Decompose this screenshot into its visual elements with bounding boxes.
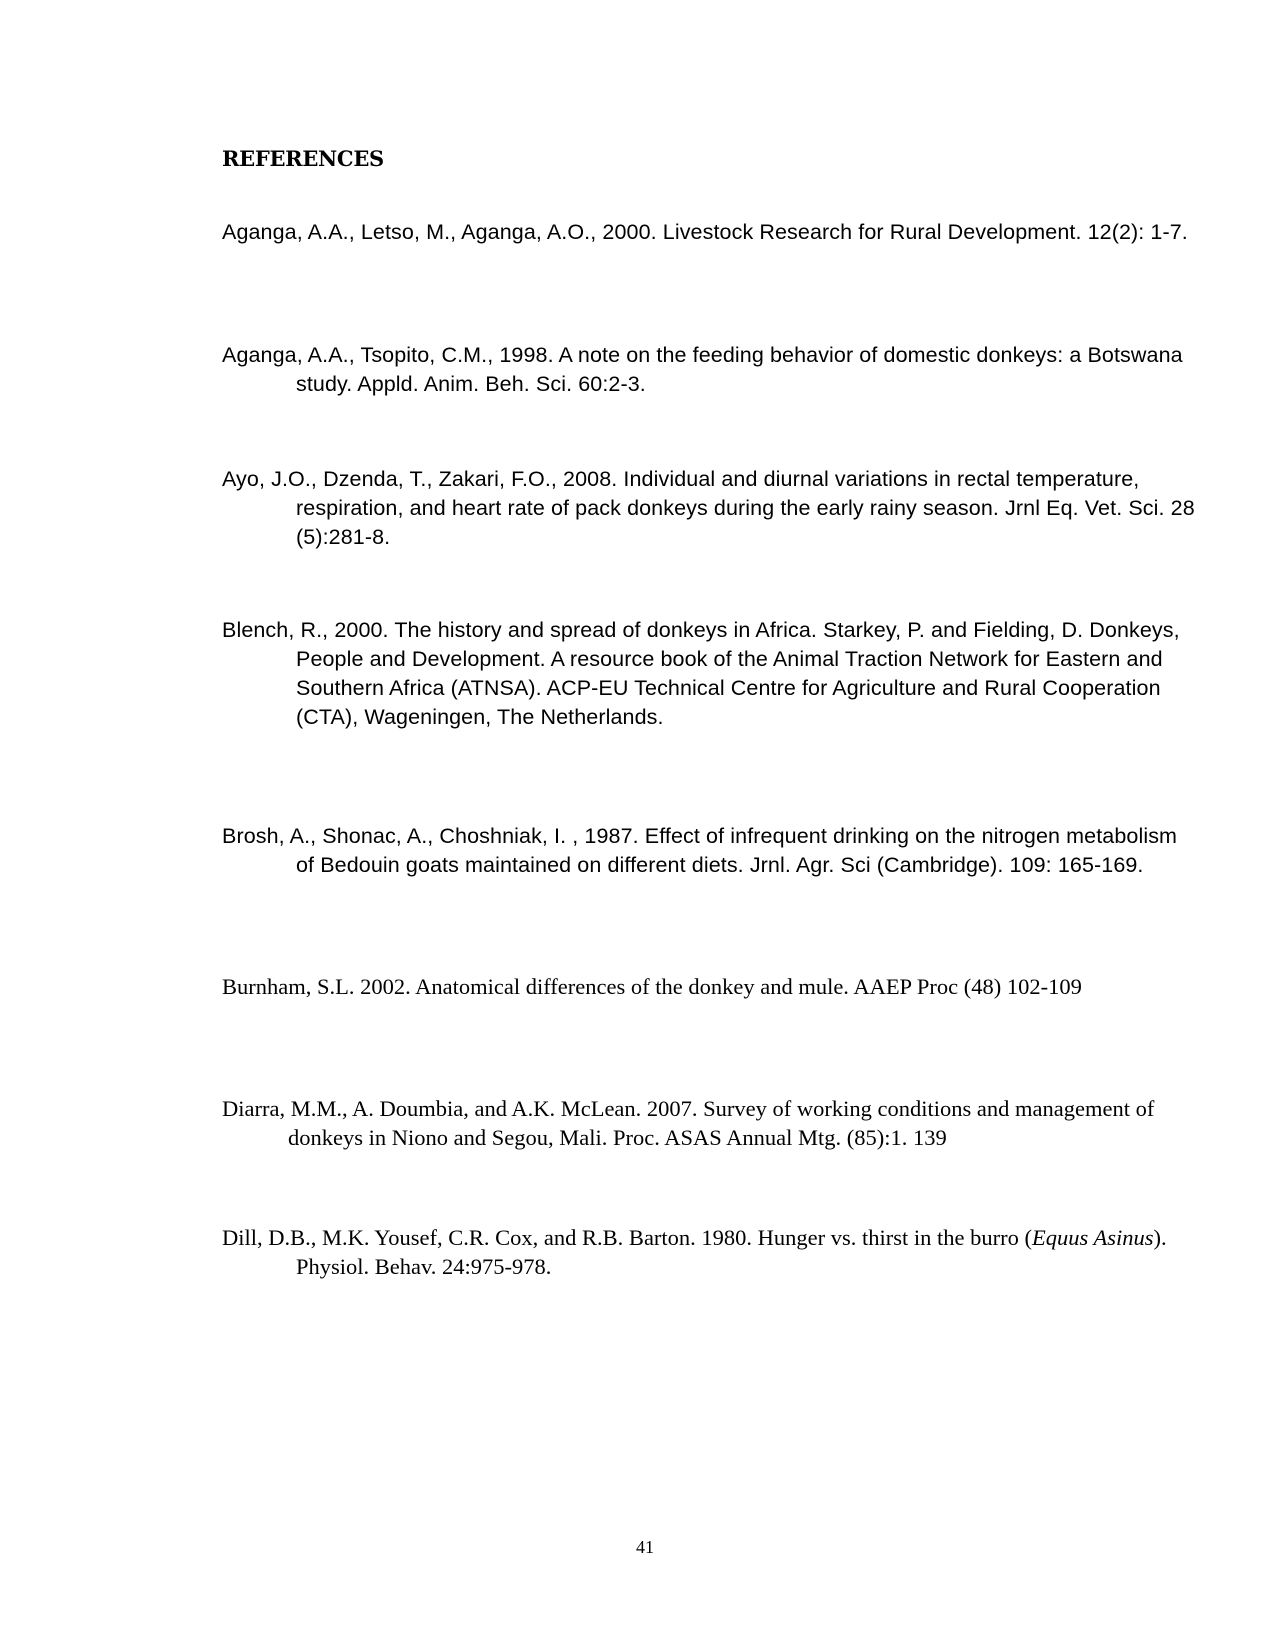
reference-entry: Blench, R., 2000. The history and spread of donkeys in Africa. Starkey, P. and Fielding, D. Donkeys, People and Development. A resource book of the Animal Traction Network for Eastern and Southern Africa (ATNSA). ACP-EU Technical Centre for Agriculture and Rural Cooperation (CTA), Wageningen, The Netherlands.	[222, 618, 1180, 729]
reference-entry: Brosh, A., Shonac, A., Choshniak, I. , 1987. Effect of infrequent drinking on the nitrogen metabolism of Bedouin goats maintained on different diets. Jrnl. Agr. Sci (Cambridge). 109: 165-169.	[222, 824, 1178, 877]
reference-entry: Diarra, M.M., A. Doumbia, and A.K. McLean. 2007. Survey of working conditions and management of donkeys in Niono and Segou, Mali. Proc. ASAS Annual Mtg. (85):1. 139	[222, 1096, 1155, 1150]
reference-text: Dill, D.B., M.K. Yousef, C.R. Cox, and R.B. Barton. 1980. Hunger vs. thirst in the burro (	[222, 1225, 1032, 1250]
species-name: Equus Asinus	[1032, 1225, 1154, 1250]
reference-text: ). Physiol. Behav. 24:975-978.	[296, 1225, 1167, 1279]
reference-entry: Ayo, J.O., Dzenda, T., Zakari, F.O., 2008. Individual and diurnal variations in rectal temperature, respiration, and heart rate of pack donkeys during the early rainy season. Jrnl Eq. Vet. Sci. 28 (5):281-8.	[222, 467, 1195, 549]
reference-entry	[222, 1223, 1196, 1281]
page-title: REFERENCES	[222, 146, 384, 171]
reference-entry: Aganga, A.A., Letso, M., Aganga, A.O., 2000. Livestock Research for Rural Development. 12(2): 1-7.	[222, 220, 1188, 244]
reference-entry: Burnham, S.L. 2002. Anatomical differences of the donkey and mule. AAEP Proc (48) 102-109	[222, 974, 1082, 999]
page-number: 41	[636, 1537, 654, 1557]
reference-entry: Aganga, A.A., Tsopito, C.M., 1998. A note on the feeding behavior of domestic donkeys: a Botswana study. Appld. Anim. Beh. Sci. 60:2-3.	[222, 343, 1183, 396]
